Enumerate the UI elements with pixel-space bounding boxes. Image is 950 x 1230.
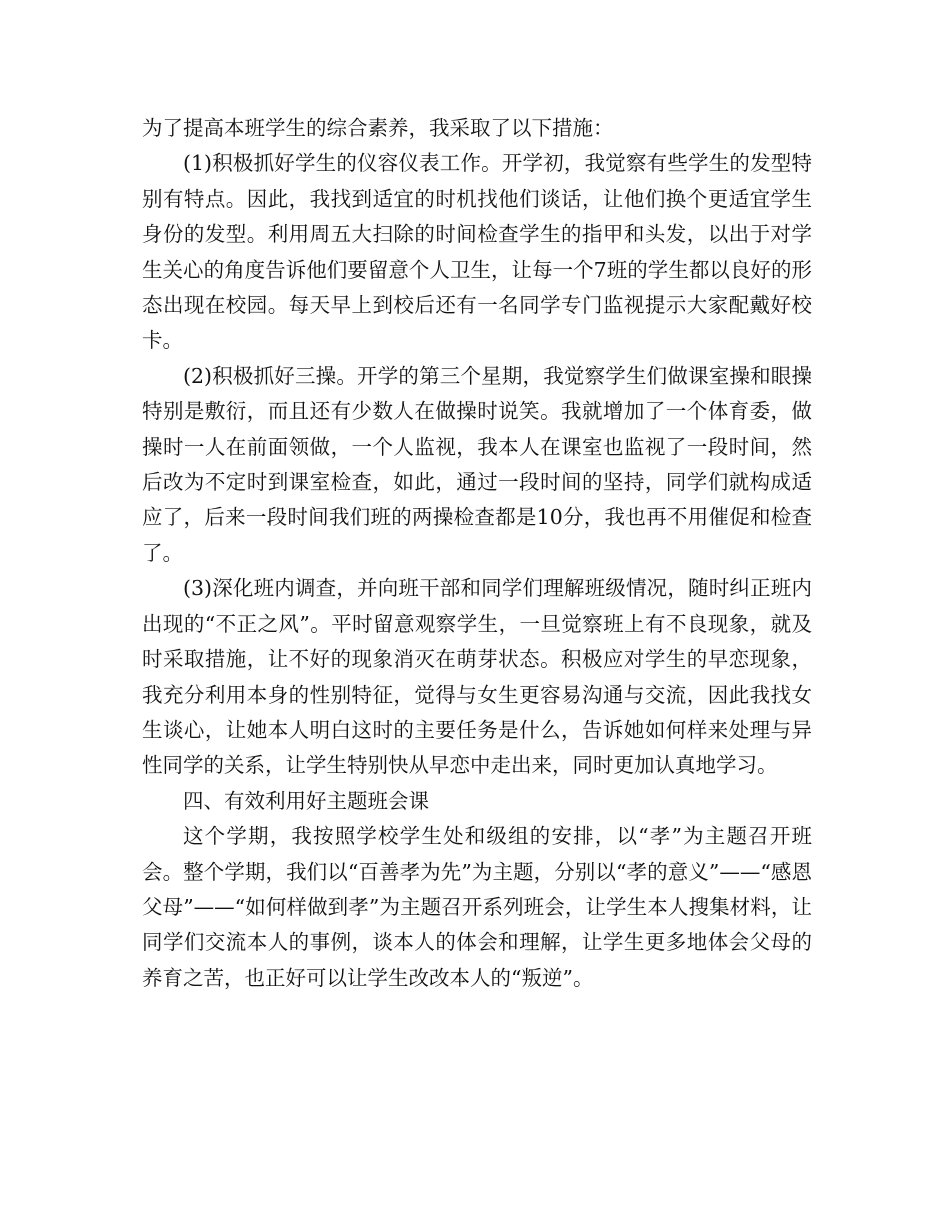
measure-3-paragraph: (3)深化班内调查，并向班干部和同学们理解班级情况，随时纠正班内出现的“不正之风”。平时留意观察学生，一旦觉察班上有不良现象，就及时采取措施，让不好的现象消灭在萌芽状态。积极应对学生的早恋现象，我充分利用本身的性别特征，觉得与女生更容易沟通与交流，因此我找女生谈心，让她本人明白这时的主要任务是什么，告诉她如何样来处理与异性同学的关系，让学生特别快从早恋中走出来，同时更加认真地学习。 (142, 576, 812, 778)
measure-1-paragraph: (1)积极抓好学生的仪容仪表工作。开学初，我觉察有些学生的发型特别有特点。因此，我找到适宜的时机找他们谈话，让他们换个更适宜学生身份的发型。利用周五大扫除的时间检查学生的指甲和头发，以出于对学生关心的角度告诉他们要留意个人卫生，让每一个7班的学生都以良好的形态出现在校园。每天早上到校后还有一名同学专门监视提示大家配戴好校卡。 (142, 151, 812, 353)
intro-paragraph: 为了提高本班学生的综合素养，我采取了以下措施： (142, 116, 614, 140)
document-body (142, 111, 812, 996)
section-heading: 四、有效利用好主题班会课 (183, 788, 429, 813)
class-meeting-paragraph: 这个学期，我按照学校学生处和级组的安排，以“孝”为主题召开班会。整个学期，我们以“百善孝为先”为主题，分别以“孝的意义”——“感恩父母”——“如何样做到孝”为主题召开系列班会，让学生本人搜集材料，让同学们交流本人的事例，谈本人的体会和理解，让学生更多地体会父母的养育之苦，也正好可以让学生改改本人的“叛逆”。 (142, 824, 812, 990)
measure-2-paragraph: (2)积极抓好三操。开学的第三个星期，我觉察学生们做课室操和眼操特别是敷衍，而且还有少数人在做操时说笑。我就增加了一个体育委，做操时一人在前面领做，一个人监视，我本人在课室也监视了一段时间，然后改为不定时到课室检查，如此，通过一段时间的坚持，同学们就构成适应了，后来一段时间我们班的两操检查都是10分，我也再不用催促和检查了。 (142, 363, 812, 565)
